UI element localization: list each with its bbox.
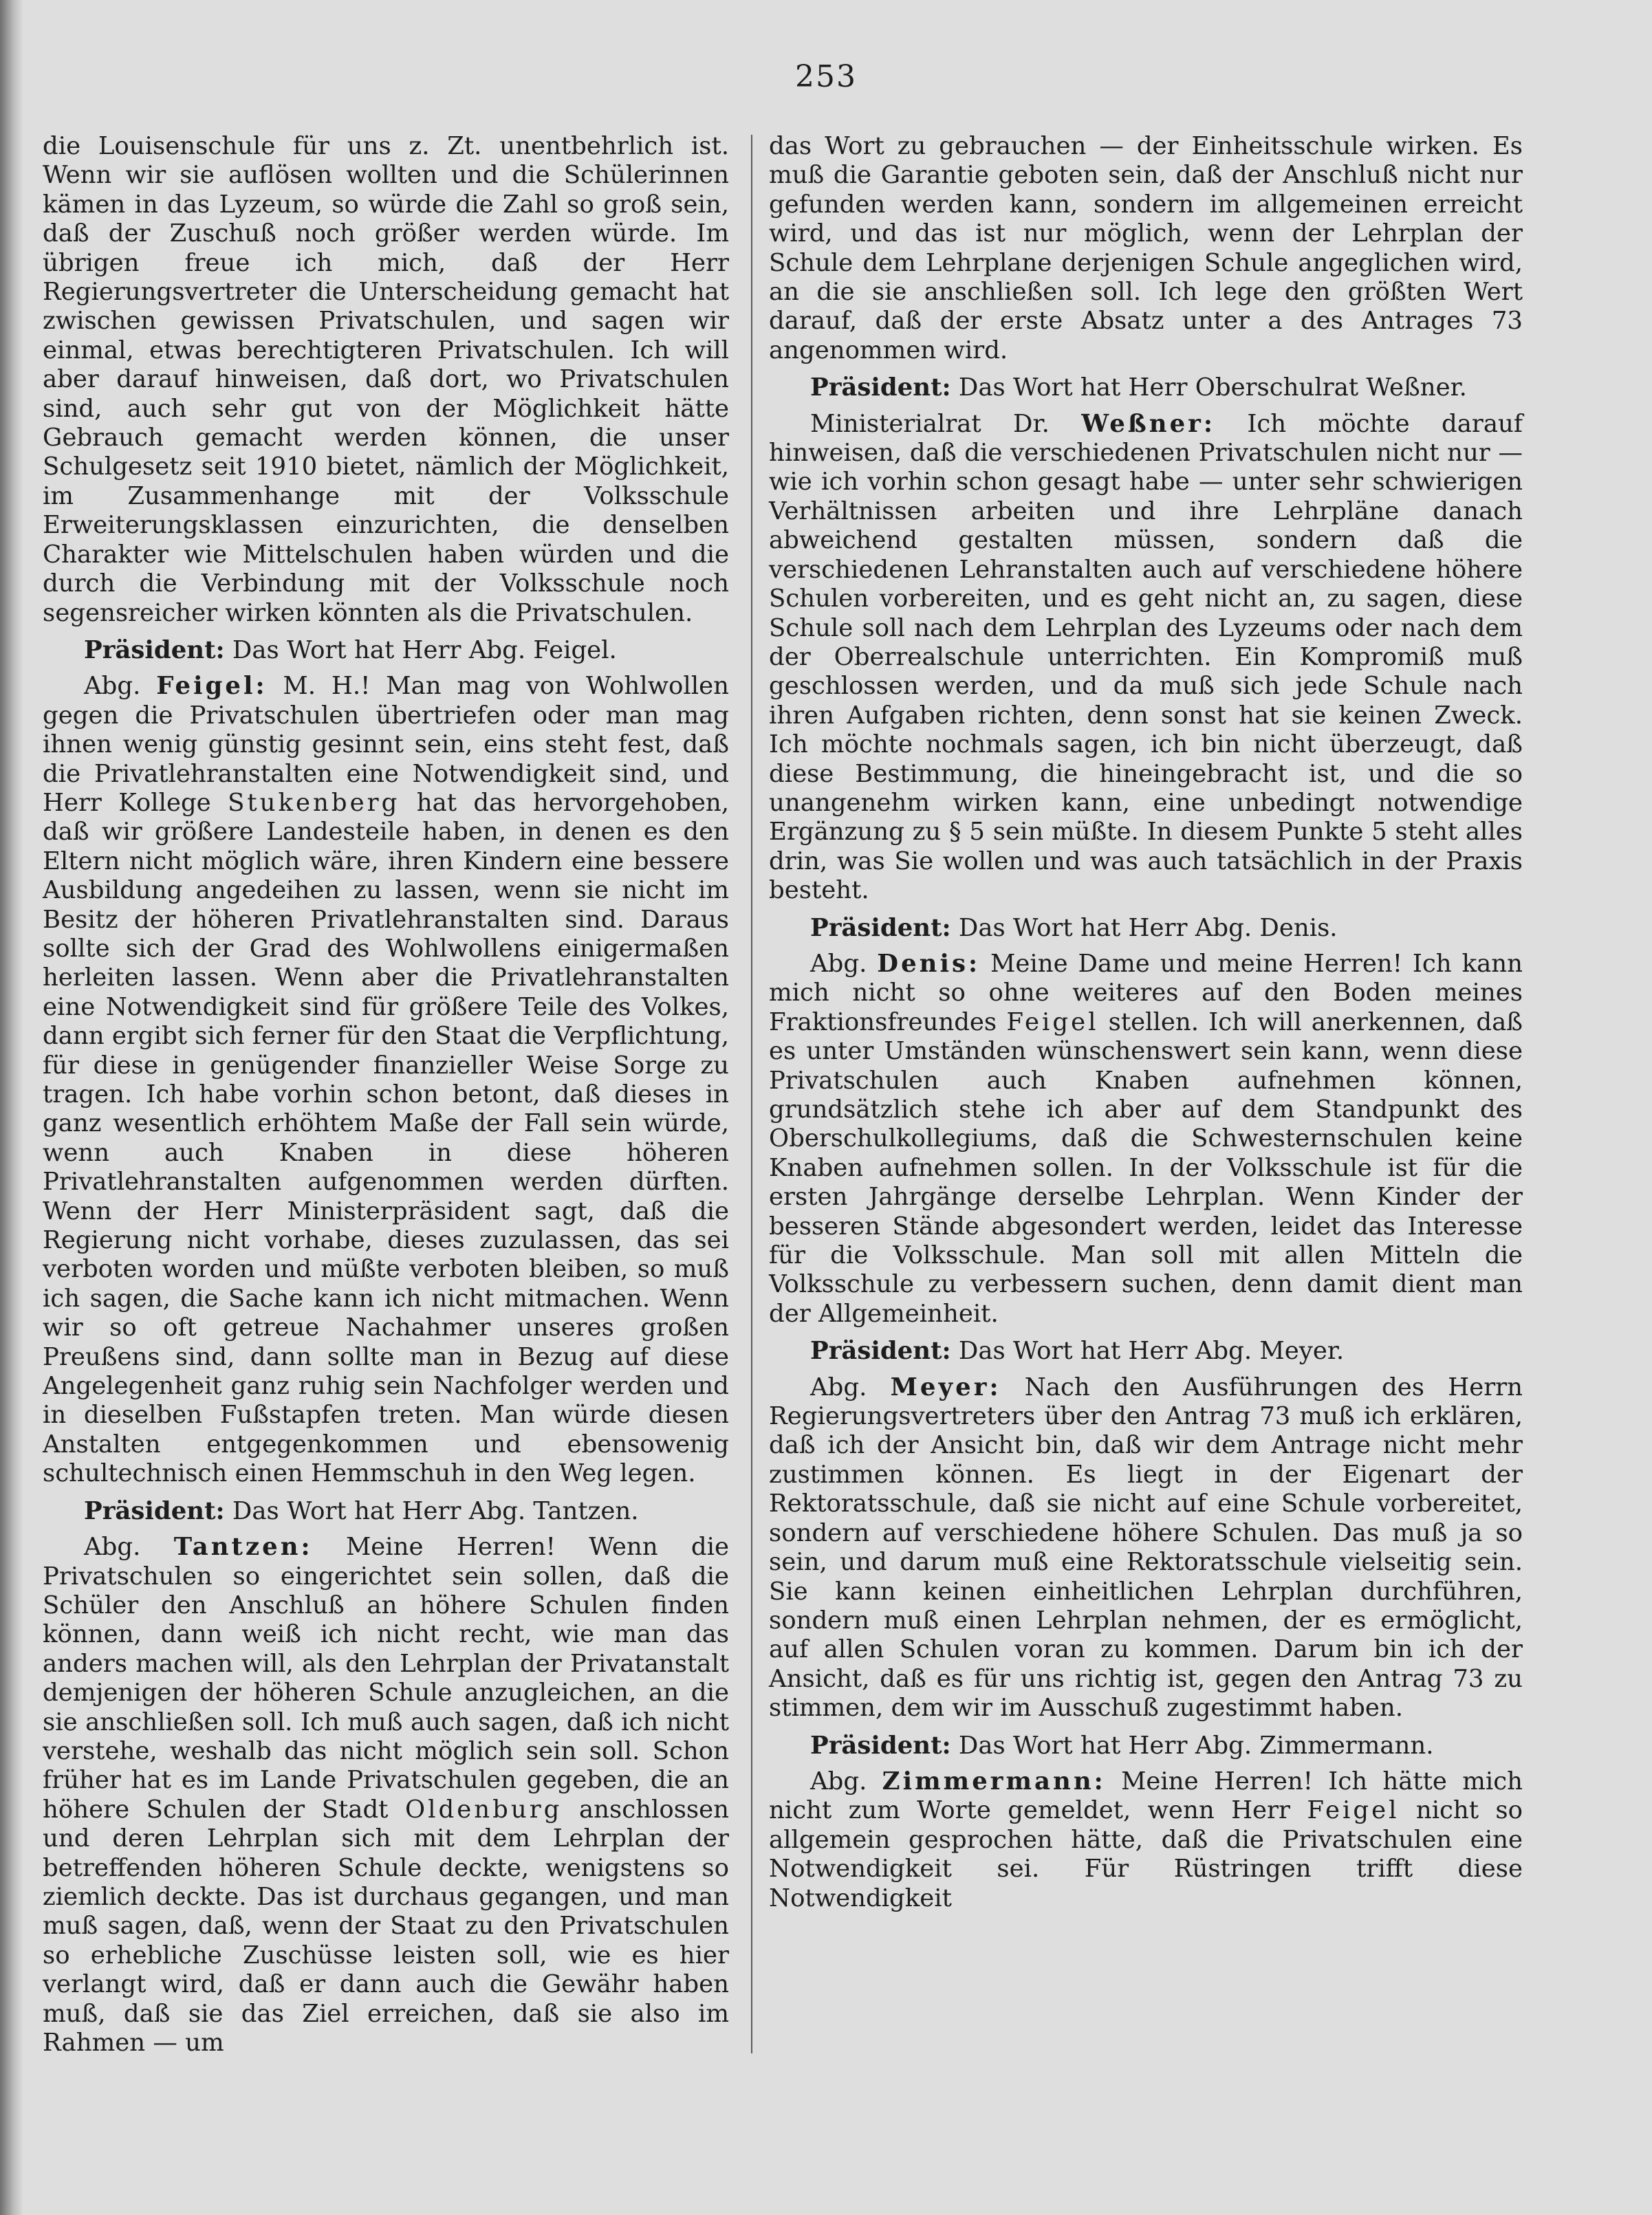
speaker-label: Präsident: [810,373,951,402]
speech-denis [769,950,1523,1329]
speaker-name: Meyer: [890,1373,1001,1401]
speech-text: stellen. Ich will anerkennen, daß es unter Umständen wünschenswert sein kann, wenn diese Privatschulen auch Knaben aufnehmen können, grundsätzlich stehe ich aber auf dem Standpunkt des Oberschulkollegiums, daß die Schwesternschulen keine Knaben aufnehmen sollen. In der Volksschule ist für die ersten Jahrgänge derselbe Lehrplan. Wenn Kinder der besseren Stände abgesondert werden, leidet das Interesse für die Volksschule. Man soll mit allen Mitteln die Volksschule zu verbessern suchen, denn damit dient man der Allgemeinheit. [769,1007,1523,1328]
speech-zimmermann [769,1767,1523,1913]
speech-text: Meine Herren! Ich hätte mich nicht zum Worte gemeldet, wenn Herr [769,1767,1523,1825]
president-text: Das Wort hat Herr Abg. Denis. [950,913,1338,942]
speech-text: Nach den Ausführungen des Herrn Regierungsvertreters über den Antrag 73 muß ich erklären, daß ich der Ansicht bin, daß wir dem Antrage nicht mehr zustimmen können. Es liegt in der Eigenart der Rektoratsschule, daß sie nicht auf eine Schule vorbereitet, sondern auf verschiedene höhere Schulen. Das muß ja so sein, und darum muß eine Rektoratsschule vielseitig sein. Sie kann keinen einheitlichen Lehrplan durchführen, sondern muß einen Lehrplan nehmen, der es ermöglicht, auf allen Schulen voran zu kommen. Darum bin ich der Ansicht, daß es für uns richtig ist, gegen den Antrag 73 zu stimmen, dem wir im Ausschuß zugestimmt haben. [769,1373,1523,1723]
president-turn-denis [769,914,1523,943]
speaker-prefix: Abg. [84,1533,174,1562]
spaced-name: Feigel [1307,1796,1400,1825]
spaced-name: Stukenberg [228,788,400,817]
spaced-name: Feigel [1006,1007,1099,1036]
page-number: 253 [795,59,857,94]
speech-text: Ich möchte darauf hinweisen, daß die verschiedenen Privatschulen nicht nur — wie ich vorhin schon gesagt habe — unter sehr schwierigen Verhältnissen arbeiten und ihre Lehrpläne danach abweichend gestalten müssen, sondern daß die verschiedenen Lehranstalten auch auf verschiedene höhere Schulen vorbereiten, und es geht nicht an, zu sagen, diese Schule soll nach dem Lehrplan des Lyzeums oder nach dem der Oberrealschule unterrichten. Ein Kompromiß muß geschlossen werden, und da muß sich jede Schule nach ihren Aufgaben richten, denn sonst hat sie keinen Zweck. Ich möchte nochmals sagen, ich bin nicht überzeugt, daß diese Bestimmung, die hineingebracht ist, und die so unangenehm wirken kann, eine unbedingt notwendige Ergänzung zu § 5 sein müßte. In diesem Punkte 5 steht alles drin, was Sie wollen und was auch tatsächlich in der Praxis besteht. [769,409,1523,905]
speaker-prefix: Abg. [810,1767,882,1796]
president-text: Das Wort hat Herr Abg. Feigel. [224,635,617,664]
spaced-name: Oldenburg [405,1795,563,1824]
president-text: Das Wort hat Herr Abg. Tantzen. [224,1496,639,1525]
speaker-prefix: Abg. [810,949,878,978]
speech-text: M. H.! Man mag von Wohlwollen gegen die Privatschulen übertriefen oder man mag ihnen wenig günstig gesinnt sein, eins steht fest, daß die Privatlehranstalten eine Notwendigkeit sind, und Herr Kollege [43,672,729,817]
column-divider [751,135,752,2053]
speech-text: anschlossen und deren Lehrplan sich mit dem Lehrplan der betreffenden höheren Schule deckte, wenigstens so ziemlich deckte. Das ist durchaus gegangen, und man muß sagen, daß, wenn der Staat zu den Privatschulen so erhebliche Zuschüsse leisten soll, wie es hier verlangt wird, daß er dann auch die Gewähr haben muß, daß sie das Ziel erreichen, daß sie also im Rahmen — um [43,1795,730,2057]
speech-text: Meine Herren! Wenn die Privatschulen so eingerichtet sein sollen, daß die Schüler den Anschluß an höhere Schulen finden können, dann weiß ich nicht recht, wie man das anders machen will, als den Lehrplan der Privatanstalt demjenigen der höheren Schule anzugleichen, an die sie anschließen soll. Ich muß auch sagen, daß ich nicht verstehe, weshalb das nicht möglich sein soll. Schon früher hat es im Lande Privatschulen gegeben, die an höhere Schulen der Stadt [43,1533,730,1824]
speech-wessner [769,410,1523,906]
left-column [43,132,729,2058]
speech-text: hat das hervorgehoben, daß wir größere Landesteile haben, in denen es den Eltern nicht möglich wäre, ihren Kindern eine bessere Ausbildung angedeihen zu lassen, wenn sie nicht im Besitz der höheren Privatlehranstalten sind. Daraus sollte sich der Grad des Wohlwollens einigermaßen herleiten lassen. Wenn aber die Privatlehranstalten eine Notwendigkeit sind für größere Teile des Volkes, dann ergibt sich ferner für den Staat die Verpflichtung, für diese in genügender finanzieller Weise Sorge zu tragen. Ich habe vorhin schon betont, daß dieses in ganz wesentlich erhöhtem Maße der Fall sein würde, wenn auch Knaben in diese höheren Privatlehranstalten aufgenommen werden dürften. Wenn der Herr Ministerpräsident sagt, daß die Regierung nicht vorhabe, dieses zuzulassen, das sei verboten worden und müßte verboten bleiben, so muß ich sagen, die Sache kann ich nicht mitmachen. Wenn wir so oft getreue Nachahmer unseres großen Preußens sind, dann sollte man in Bezug auf diese Angelegenheit ganz ruhig sein Nachfolger werden und in dieselben Fußstapfen treten. Man würde diesen Anstalten entgegenkommen und ebensowenig schultechnisch einen Hemmschuh in den Weg legen. [43,788,729,1488]
speaker-name: Denis: [877,949,981,978]
speaker-label: Präsident: [84,1496,225,1525]
speaker-prefix: Abg. [84,672,157,701]
speech-text: Meine Dame und meine Herren! Ich kann mich nicht so ohne weiteres auf den Boden meines Fraktionsfreundes [769,949,1523,1036]
president-turn-feigel [43,636,729,665]
speaker-name: Weßner: [1081,409,1215,438]
speaker-name: Feigel: [156,672,268,701]
paragraph-continuation: das Wort zu gebrauchen — der Einheitsschule wirken. Es muß die Garantie geboten sein, daß der Anschluß nicht nur gefunden werden kann, sondern im allgemeinen erreicht wird, und das ist nur möglich, wenn der Lehrplan der Schule dem Lehrplane derjenigen Schule angeglichen wird, an die sie anschließen soll. Ich lege den größten Wert darauf, daß der erste Absatz unter a des Antrages 73 angenommen wird. [769,132,1523,364]
speaker-prefix: Abg. [810,1373,891,1401]
speaker-label: Präsident: [810,913,951,942]
speaker-name: Zimmermann: [882,1767,1106,1796]
speaker-label: Präsident: [84,635,225,664]
paragraph-louisenschule: die Louisenschule für uns z. Zt. unentbehrlich ist. Wenn wir sie auflösen wollten und die Schülerinnen kämen in das Lyzeum, so würde die Zahl so groß sein, daß der Zuschuß noch größer werden würde. Im übrigen freue ich mich, daß der Herr Regierungsvertreter die Unterscheidung gemacht hat zwischen gewissen Privatschulen, und sagen wir einmal, etwas berechtigteren Privatschulen. Ich will aber darauf hinweisen, daß dort, wo Privatschulen sind, auch sehr gut von der Möglichkeit hätte Gebrauch gemacht werden können, die unser Schulgesetz seit 1910 bietet, nämlich der Möglichkeit, im Zusammenhange mit der Volksschule Erweiterungsklassen einzurichten, die denselben Charakter wie Mittelschulen haben würden und die durch die Verbindung mit der Volksschule noch segensreicher wirken könnten als die Privatschulen. [43,132,729,627]
binding-gutter [0,0,23,2215]
president-turn-wessner [769,373,1523,402]
president-turn-zimmermann [769,1732,1523,1760]
right-column [769,132,1523,1913]
speech-meyer [769,1373,1523,1723]
speaker-label: Präsident: [810,1337,951,1366]
president-turn-meyer [769,1337,1523,1366]
president-turn-tantzen [43,1497,729,1526]
speech-text: nicht so allgemein gesprochen hätte, daß die Privatschulen eine Notwendigkeit sei. Für Rüstringen trifft diese Notwendigkeit [769,1796,1523,1912]
speech-feigel [43,672,729,1488]
speaker-prefix: Ministerialrat Dr. [810,409,1082,438]
president-text: Das Wort hat Herr Oberschulrat Weßner. [950,373,1467,402]
president-text: Das Wort hat Herr Abg. Zimmermann. [950,1731,1434,1760]
speaker-label: Präsident: [810,1731,951,1760]
president-text: Das Wort hat Herr Abg. Meyer. [950,1337,1345,1366]
speech-tantzen [43,1533,729,2058]
speaker-name: Tantzen: [173,1533,313,1562]
